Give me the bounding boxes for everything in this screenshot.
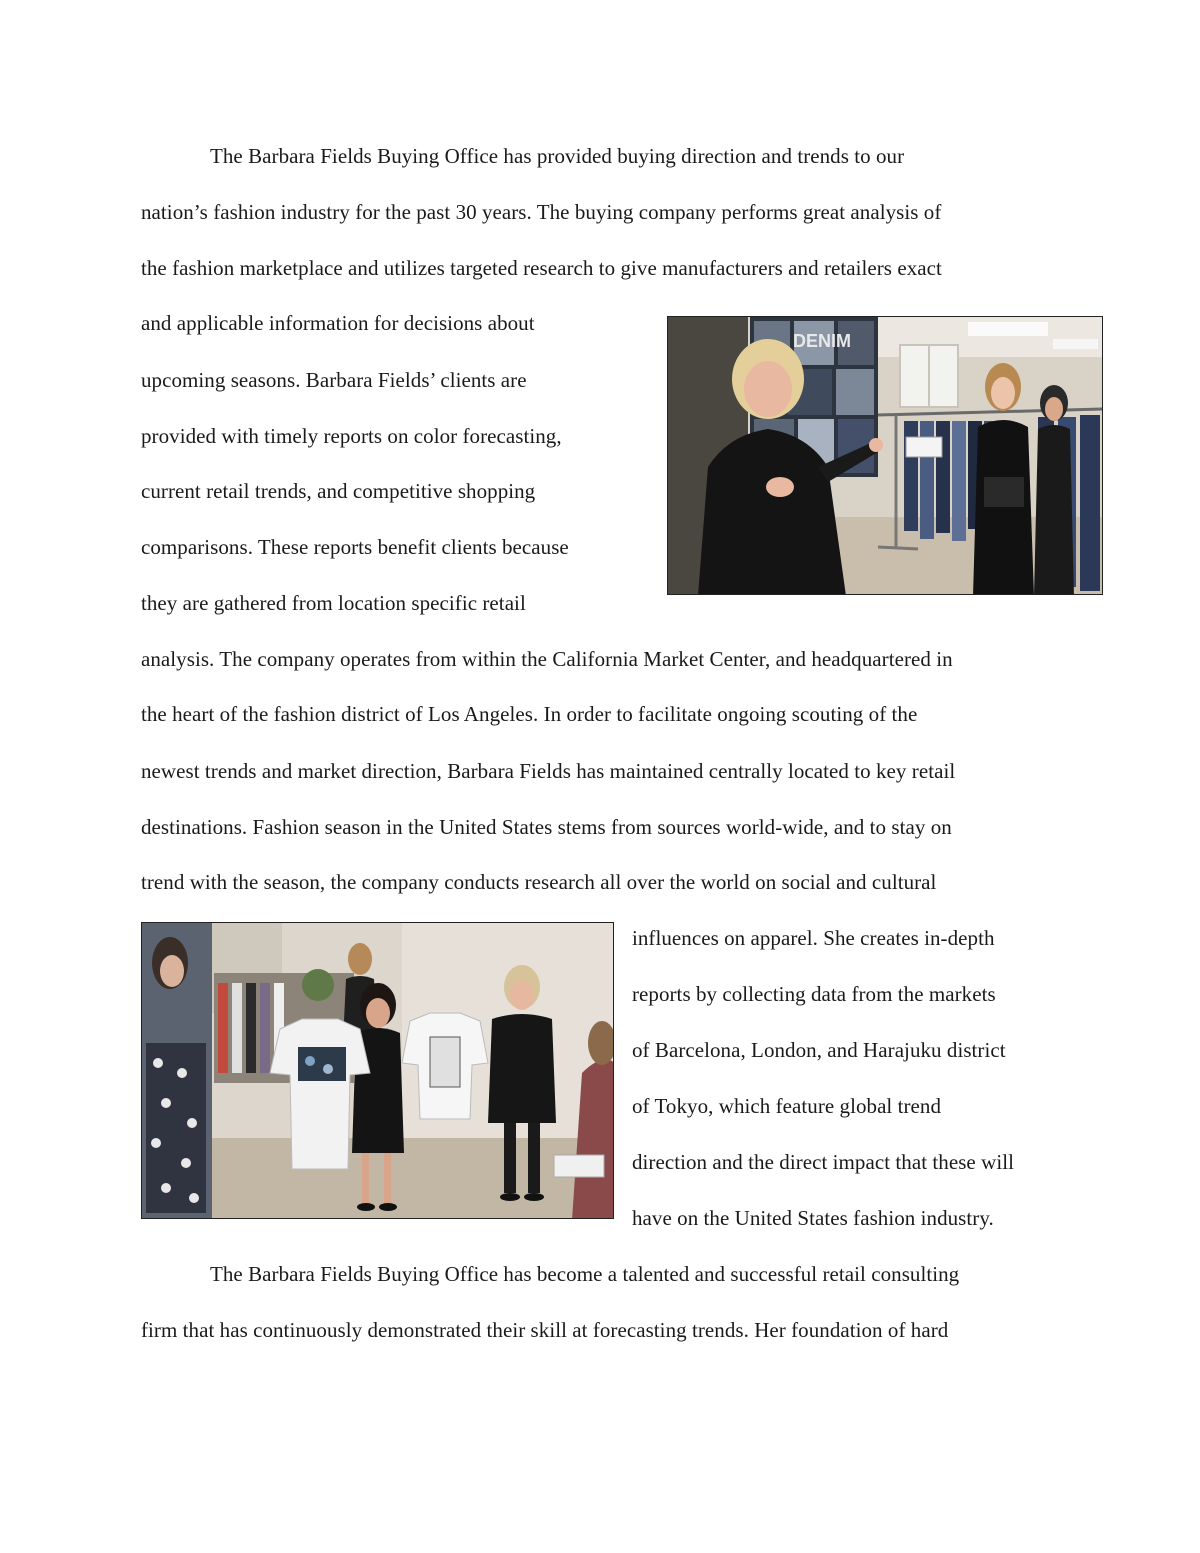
paragraph-1-line-10: analysis. The company operates from within the California Market Center, and headquartered in xyxy=(141,647,953,671)
paragraph-1-line-19: direction and the direct impact that these will xyxy=(632,1150,1014,1174)
paragraph-1-line-2: nation’s fashion industry for the past 30 years. The buying company performs great analysis of xyxy=(141,200,942,224)
denim-showroom-photo xyxy=(667,316,1103,595)
paragraph-1-line-6: provided with timely reports on color forecasting, xyxy=(141,424,562,448)
paragraph-1-line-17: of Barcelona, London, and Harajuku district xyxy=(632,1038,1006,1062)
paragraph-1-line-4: and applicable information for decisions about xyxy=(141,311,535,335)
paragraph-1-line-3: the fashion marketplace and utilizes targeted research to give manufacturers and retailers exact xyxy=(141,256,942,280)
paragraph-1-line-11: the heart of the fashion district of Los Angeles. In order to facilitate ongoing scouting of the xyxy=(141,702,918,726)
paragraph-1-line-13: destinations. Fashion season in the United States stems from sources world-wide, and to stay on xyxy=(141,815,952,839)
paragraph-1-line-20: have on the United States fashion industry. xyxy=(632,1206,994,1230)
paragraph-1-line-1: The Barbara Fields Buying Office has provided buying direction and trends to our xyxy=(210,144,905,168)
paragraph-1-line-9: they are gathered from location specific retail xyxy=(141,591,526,615)
sweatshirt-presentation-photo xyxy=(141,922,614,1219)
denim-poster-text: DENIM xyxy=(793,331,851,351)
paragraph-1-line-18: of Tokyo, which feature global trend xyxy=(632,1094,942,1118)
paragraph-2-line-2: firm that has continuously demonstrated their skill at forecasting trends. Her foundation of hard xyxy=(141,1318,949,1342)
paragraph-1-line-8: comparisons. These reports benefit clients because xyxy=(141,535,569,559)
paragraph-2-line-1: The Barbara Fields Buying Office has become a talented and successful retail consulting xyxy=(210,1262,960,1286)
paragraph-1-line-16: reports by collecting data from the markets xyxy=(632,982,996,1006)
paragraph-1-line-15: influences on apparel. She creates in-depth xyxy=(632,926,995,950)
paragraph-1-line-12: newest trends and market direction, Barbara Fields has maintained centrally located to key retail xyxy=(141,759,956,783)
paragraph-1-line-7: current retail trends, and competitive shopping xyxy=(141,479,536,503)
paragraph-1-line-5: upcoming seasons. Barbara Fields’ clients are xyxy=(141,368,527,392)
paragraph-1-line-14: trend with the season, the company conducts research all over the world on social and cultural xyxy=(141,870,937,894)
